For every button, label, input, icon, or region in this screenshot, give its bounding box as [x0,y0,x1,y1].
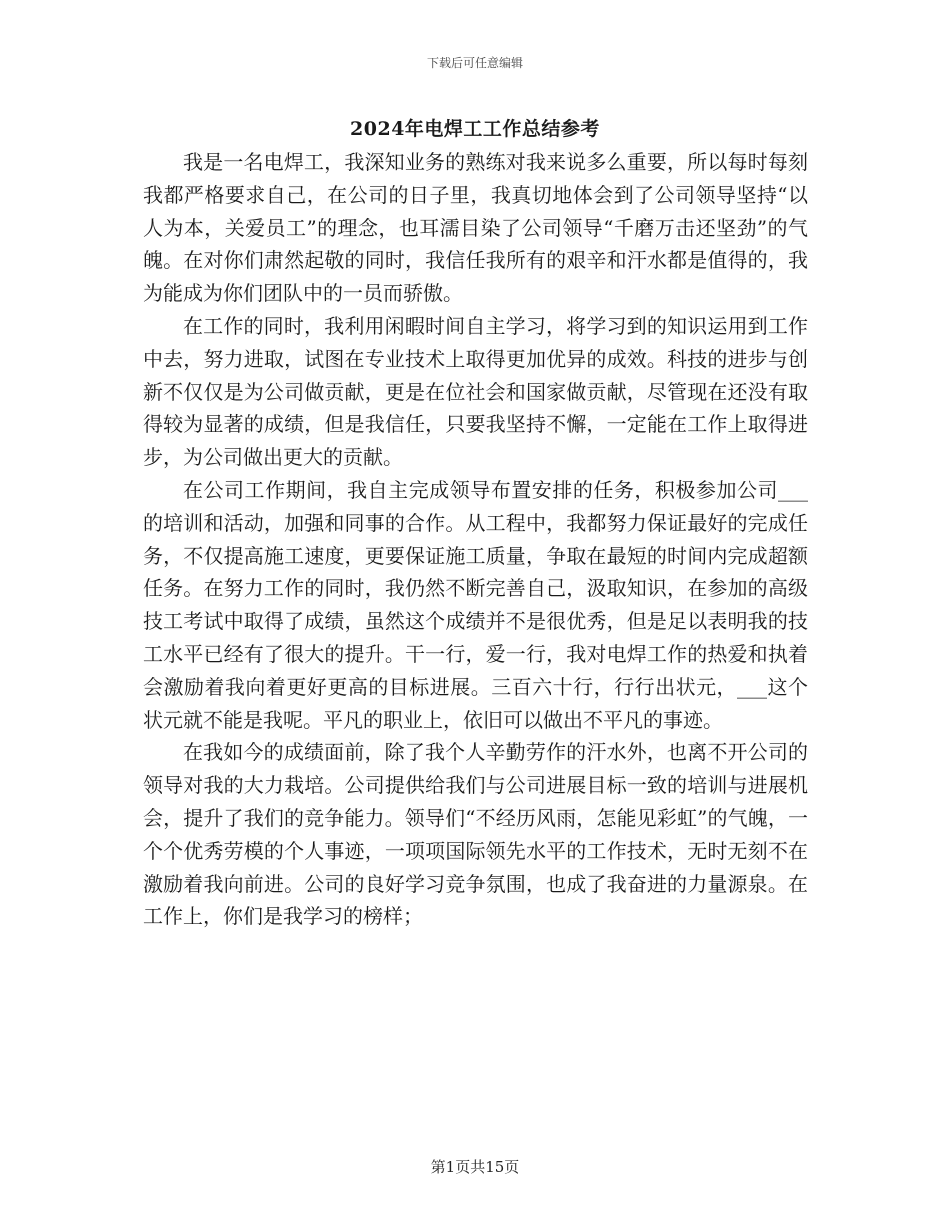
page-number: 第1页共15页 [430,1158,520,1176]
document-body [143,146,808,933]
page-header-note: 下载后可任意编辑 [426,56,523,70]
paragraph: 在我如今的成绩面前，除了我个人辛勤劳作的汗水外，也离不开公司的领导对我的大力栽培。公司提供给我们与公司进展目标一致的培训与进展机会，提升了我们的竞争能力。领导们“不经历风雨，怎能见彩虹”的气魄，一个个优秀劳模的个人事迹，一项项国际领先水平的工作技术，无时无刻不在激励着我向前进。公司的良好学习竞争氛围，也成了我奋进的力量源泉。在工作上，你们是我学习的榜样； [143,740,808,929]
paragraph: 在工作的同时，我利用闲暇时间自主学习，将学习到的知识运用到工作中去，努力进取，试图在专业技术上取得更加优异的成效。科技的进步与创新不仅仅是为公司做贡献，更是在位社会和国家做贡献，尽管现在还没有取得较为显著的成绩，但是我信任，只要我坚持不懈，一定能在工作上取得进步，为公司做出更大的贡献。 [143,313,808,470]
paragraph: 我是一名电焊工，我深知业务的熟练对我来说多么重要，所以每时每刻我都严格要求自己，在公司的日子里，我真切地体会到了公司领导坚持“以人为本，关爱员工”的理念，也耳濡目染了公司领导“千磨万击还坚劲”的气魄。在对你们肃然起敬的同时，我信任我所有的艰辛和汗水都是值得的，我为能成为你们团队中的一员而骄傲。 [143,150,808,306]
paragraph: 在公司工作期间，我自主完成领导布置安排的任务，积极参加公司___的培训和活动，加强和同事的合作。从工程中，我都努力保证最好的完成任务，不仅提高施工速度，更要保证施工质量，争取在最短的时间内完成超额任务。在努力工作的同时，我仍然不断完善自己，汲取知识，在参加的高级技工考试中取得了成绩，虽然这个成绩并不是很优秀，但是足以表明我的技工水平已经有了很大的提升。干一行，爱一行，我对电焊工作的热爱和执着会激励着我向着更好更高的目标进展。三百六十行，行行出状元，___这个状元就不能是我呢。平凡的职业上，依旧可以做出不平凡的事迹。 [143,477,808,732]
document-title: 2024年电焊工工作总结参考 [350,118,600,140]
